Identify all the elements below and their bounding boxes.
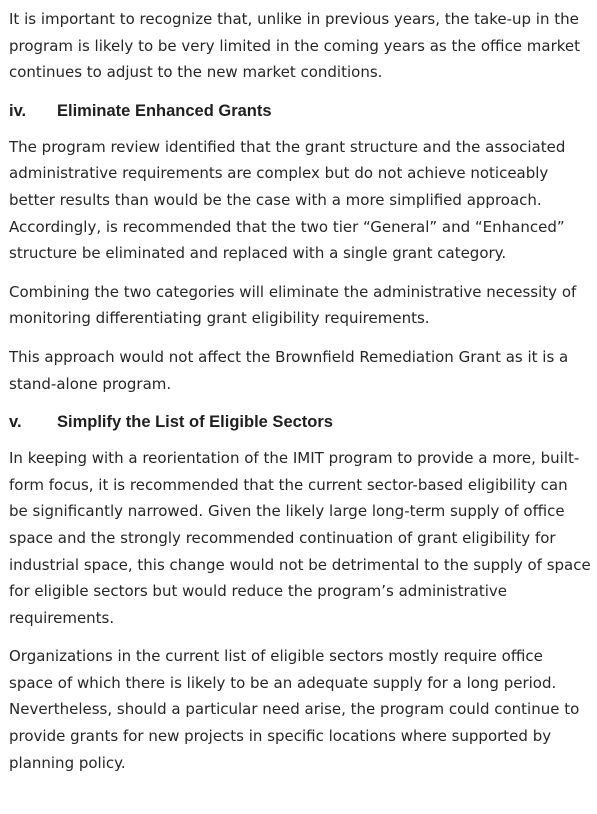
section-iv-paragraph-3: This approach would not affect the Brownfield Remediation Grant as it is a stand-alone program. [9, 347, 569, 393]
section-iv-paragraph-2: Combining the two categories will eliminate the administrative necessity of monitoring differentiating grant eligibility requirements. [9, 282, 577, 328]
section-iv-heading [9, 98, 591, 124]
section-iv-paragraph-1: The program review identified that the grant structure and the associated administrative requirements are complex but do not achieve noticeably better results than would be the case with a more simplified approach. Accordingly, is recommended that the two tier “General” and “Enhanced” structure be eliminated and replaced with a single grant category. [9, 137, 566, 263]
section-v-number: v. [9, 413, 22, 432]
section-iv-number: iv. [9, 101, 27, 120]
section-v-paragraph-2: Organizations in the current list of eligible sectors mostly require office space of which there is likely to be an adequate supply for a long period. Nevertheless, should a particular need arise, the program could continue to provide grants for new projects in specific locations where supported by planning policy. [9, 647, 580, 772]
section-v-heading [9, 409, 591, 435]
document-body [9, 6, 591, 788]
section-iv-title: Eliminate Enhanced Grants [57, 101, 272, 120]
section-v-title: Simplify the List of Eligible Sectors [57, 413, 333, 432]
intro-paragraph: It is important to recognize that, unlike in previous years, the take-up in the program is likely to be very limited in the coming years as the office market continues to adjust to the new market conditions. [9, 10, 581, 82]
section-v-paragraph-1: In keeping with a reorientation of the IMIT program to provide a more, built-form focus, it is recommended that the current sector-based eligibility can be significantly narrowed. Given the likely large long-term supply of office space and the strongly recommended continuation of grant eligibility for industrial space, this change would not be detrimental to the supply of space for eligible sectors but would reduce the program’s administrative requirements. [9, 449, 591, 627]
